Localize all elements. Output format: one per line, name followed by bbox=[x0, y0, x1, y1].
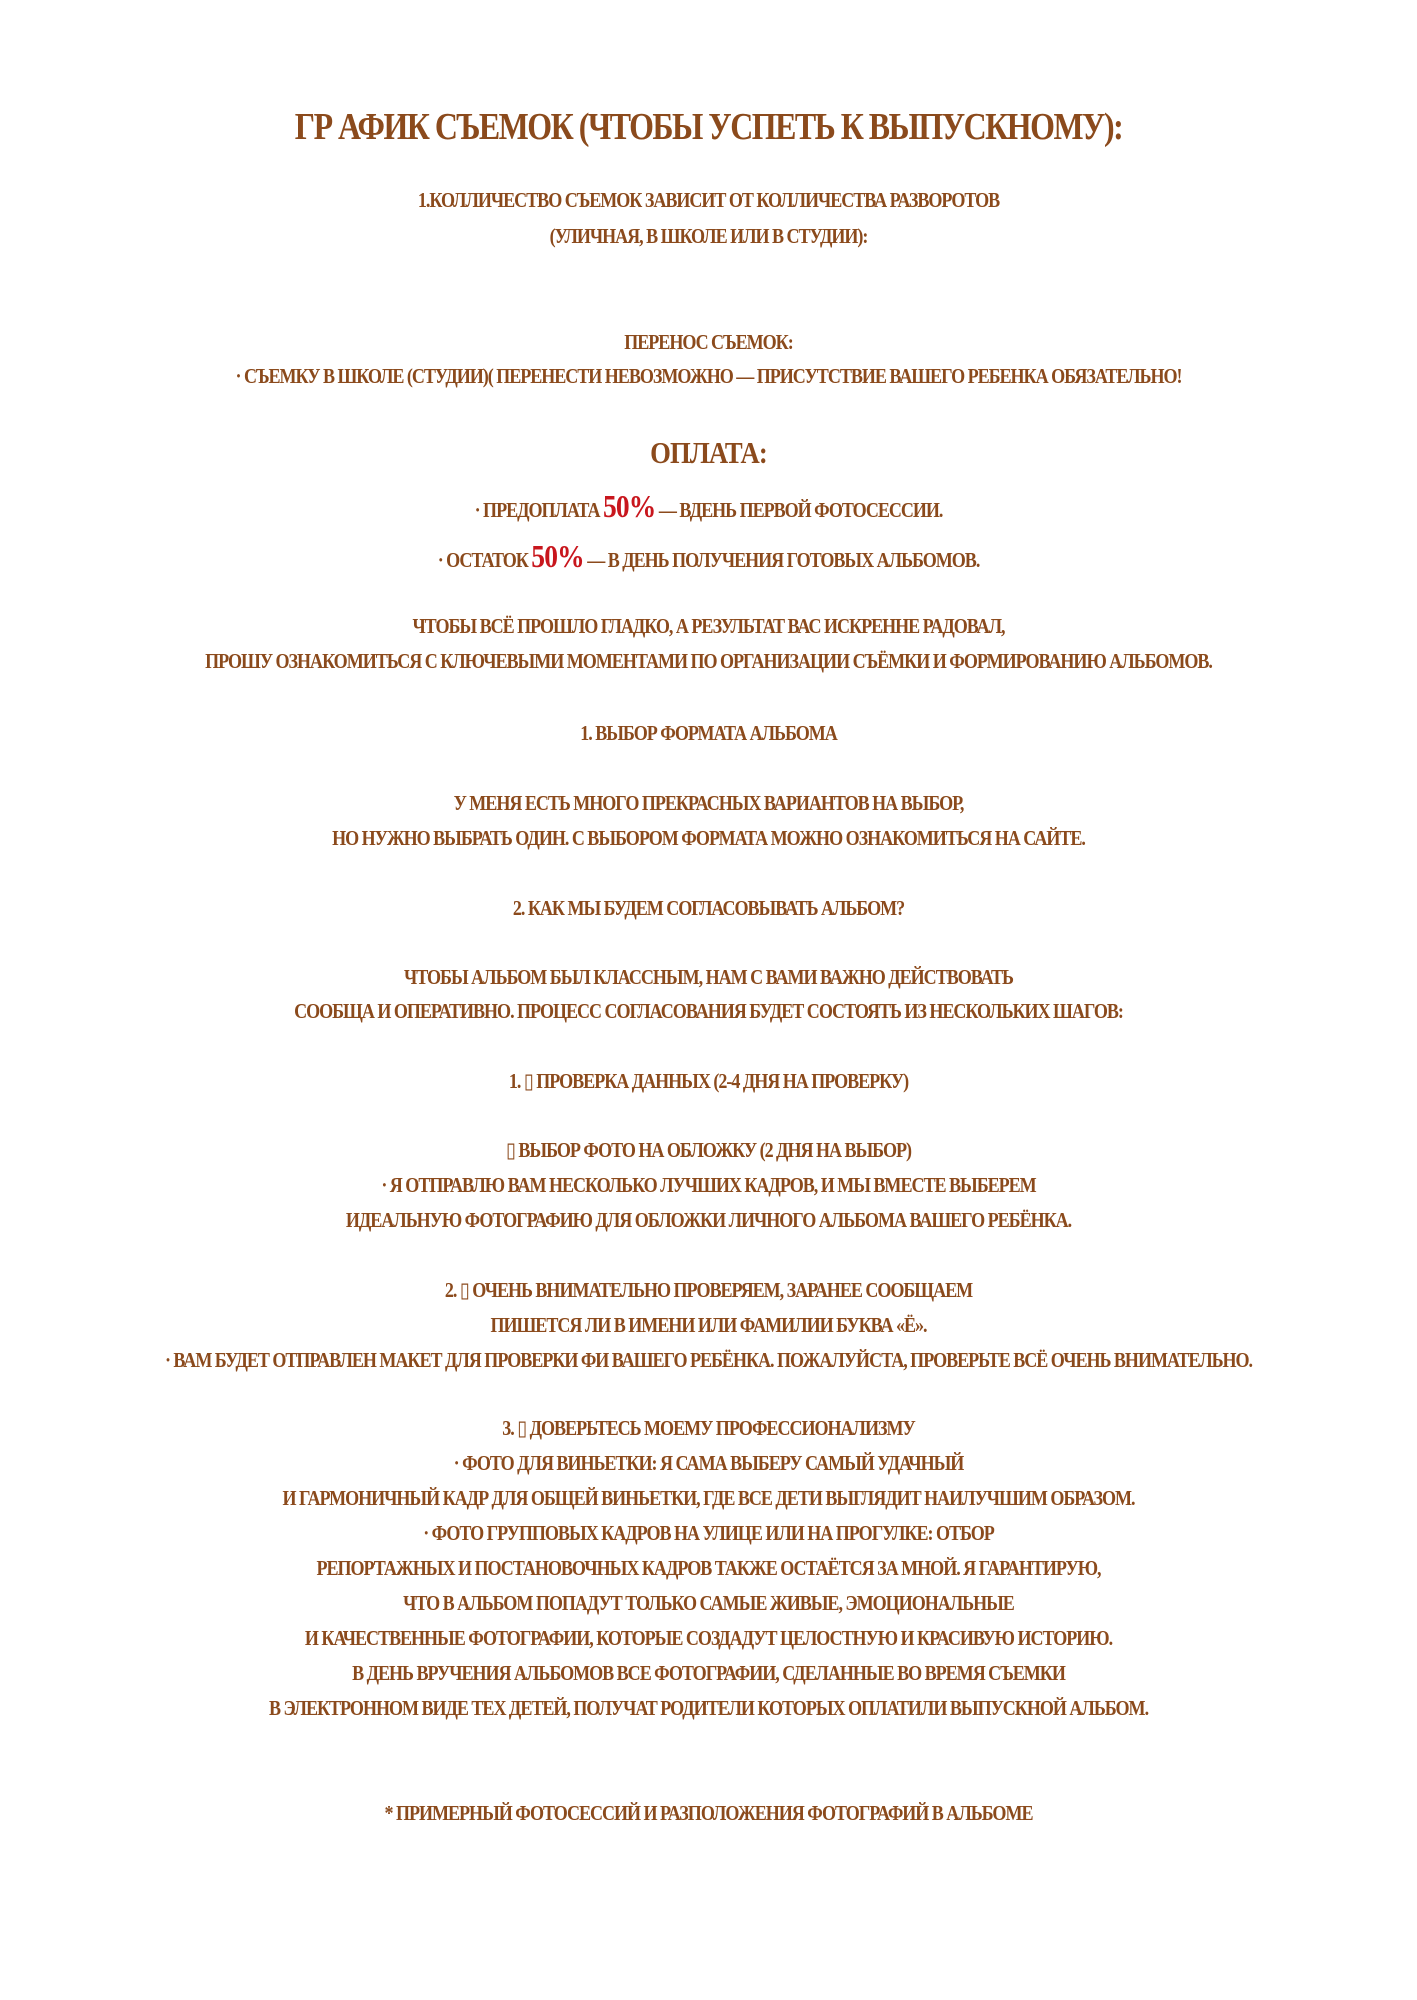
step2-line-3: · ВАМ БУДЕТ ОТПРАВЛЕН МАКЕТ ДЛЯ ПРОВЕРКИ ФИ ВАШЕГО РЕБЁНКА. ПОЖАЛУЙСТА, ПРОВЕРЬТЕ ВСЁ ОЧЕНЬ ВНИМАТЕЛЬНО. bbox=[164, 1348, 1253, 1372]
footnote: * ПРИМЕРНЫЙ ФОТОСЕССИЙ И РАЗПОЛОЖЕНИЯ ФОТОГРАФИЙ В АЛЬБОМЕ bbox=[384, 1801, 1033, 1825]
prepay-label: · ПРЕДОПЛАТА bbox=[474, 498, 603, 522]
approval-line-1: ЧТОБЫ АЛЬБОМ БЫЛ КЛАССНЫМ, НАМ С ВАМИ ВАЖНО ДЕЙСТВОВАТЬ bbox=[404, 965, 1013, 989]
format-line-1: У МЕНЯ ЕСТЬ МНОГО ПРЕКРАСНЫХ ВАРИАНТОВ НА ВЫБОР, bbox=[453, 791, 964, 815]
step3-line-4: · ФОТО ГРУППОВЫХ КАДРОВ НА УЛИЦЕ ИЛИ НА ПРОГУЛКЕ: ОТБОР bbox=[423, 1521, 994, 1545]
shoots-count-line-1: 1.КОЛЛИЧЕСТВО СЪЕМОК ЗАВИСИТ ОТ КОЛЛИЧЕСТВА РАЗВОРОТОВ bbox=[417, 188, 1000, 212]
cover-line-1: · Я ОТПРАВЛЮ ВАМ НЕСКОЛЬКО ЛУЧШИХ КАДРОВ, И МЫ ВМЕСТЕ ВЫБЕРЕМ bbox=[381, 1173, 1036, 1197]
payment-heading: ОПЛАТА: bbox=[650, 435, 767, 470]
rest-label: · ОСТАТОК bbox=[437, 548, 532, 572]
step3-line-2: · ФОТО ДЛЯ ВИНЬЕТКИ: Я САМА ВЫБЕРУ САМЫЙ УДАЧНЫЙ bbox=[453, 1451, 964, 1475]
payment-rest-line bbox=[99, 540, 1318, 572]
step3-line-3: И ГАРМОНИЧНЫЙ КАДР ДЛЯ ОБЩЕЙ ВИНЬЕТКИ, ГДЕ ВСЕ ДЕТИ ВЫГЛЯДИТ НАИЛУЧШИМ ОБРАЗОМ. bbox=[282, 1486, 1135, 1510]
step3-line-7: И КАЧЕСТВЕННЫЕ ФОТОГРАФИИ, КОТОРЫЕ СОЗДАДУТ ЦЕЛОСТНУЮ И КРАСИВУЮ ИСТОРИЮ. bbox=[304, 1626, 1113, 1650]
intro-line-2: ПРОШУ ОЗНАКОМИТЬСЯ С КЛЮЧЕВЫМИ МОМЕНТАМИ ПО ОРГАНИЗАЦИИ СЪЁМКИ И ФОРМИРОВАНИЮ АЛЬБОМОВ. bbox=[205, 649, 1212, 673]
approval-heading: 2. КАК МЫ БУДЕМ СОГЛАСОВЫВАТЬ АЛЬБОМ? bbox=[512, 896, 905, 920]
page-title: ГР АФИК СЪЕМОК (ЧТОБЫ УСПЕТЬ К ВЫПУСКНОМУ): bbox=[294, 106, 1123, 148]
shoots-count-line-2: (УЛИЧНАЯ, В ШКОЛЕ ИЛИ В СТУДИИ): bbox=[549, 224, 868, 248]
format-line-2: НО НУЖНО ВЫБРАТЬ ОДИН. С ВЫБОРОМ ФОРМАТА МОЖНО ОЗНАКОМИТЬСЯ НА САЙТЕ. bbox=[332, 826, 1085, 850]
step1-heading: 1. ▯ ПРОВЕРКА ДАННЫХ (2-4 ДНЯ НА ПРОВЕРКУ) bbox=[508, 1069, 909, 1093]
payment-prepay-line bbox=[99, 490, 1318, 522]
format-heading: 1. ВЫБОР ФОРМАТА АЛЬБОМА bbox=[580, 721, 837, 745]
step3-line-6: ЧТО В АЛЬБОМ ПОПАДУТ ТОЛЬКО САМЫЕ ЖИВЫЕ, ЭМОЦИОНАЛЬНЫЕ bbox=[403, 1591, 1014, 1615]
prepay-when: — ВДЕНЬ ПЕРВОЙ ФОТОСЕССИИ. bbox=[655, 498, 943, 522]
step2-line-2: ПИШЕТСЯ ЛИ В ИМЕНИ ИЛИ ФАМИЛИИ БУКВА «Ё». bbox=[490, 1313, 927, 1337]
reschedule-line: · СЪЕМКУ В ШКОЛЕ (СТУДИИ)( ПЕРЕНЕСТИ НЕВОЗМОЖНО — ПРИСУТСТВИЕ ВАШЕГО РЕБЕНКА ОБЯЗАТЕЛЬНО! bbox=[235, 364, 1182, 388]
approval-line-2: СООБЩА И ОПЕРАТИВНО. ПРОЦЕСС СОГЛАСОВАНИЯ БУДЕТ СОСТОЯТЬ ИЗ НЕСКОЛЬКИХ ШАГОВ: bbox=[294, 999, 1123, 1023]
cover-line-2: ИДЕАЛЬНУЮ ФОТОГРАФИЮ ДЛЯ ОБЛОЖКИ ЛИЧНОГО АЛЬБОМА ВАШЕГО РЕБЁНКА. bbox=[345, 1208, 1072, 1232]
step3-line-5: РЕПОРТАЖНЫХ И ПОСТАНОВОЧНЫХ КАДРОВ ТАКЖЕ ОСТАЁТСЯ ЗА МНОЙ. Я ГАРАНТИРУЮ, bbox=[316, 1556, 1101, 1580]
step3-line-8: В ДЕНЬ ВРУЧЕНИЯ АЛЬБОМОВ ВСЕ ФОТОГРАФИИ, СДЕЛАННЫЕ ВО ВРЕМЯ СЪЕМКИ bbox=[352, 1661, 1065, 1685]
step3-line-1: 3. ▯ ДОВЕРЬТЕСЬ МОЕМУ ПРОФЕССИОНАЛИЗМУ bbox=[502, 1416, 915, 1440]
intro-line-1: ЧТОБЫ ВСЁ ПРОШЛО ГЛАДКО, А РЕЗУЛЬТАТ ВАС ИСКРЕННЕ РАДОВАЛ, bbox=[412, 614, 1005, 638]
rest-when: — В ДЕНЬ ПОЛУЧЕНИЯ ГОТОВЫХ АЛЬБОМОВ. bbox=[583, 548, 980, 572]
step2-line-1: 2. ▯ ОЧЕНЬ ВНИМАТЕЛЬНО ПРОВЕРЯЕМ, ЗАРАНЕЕ СООБЩАЕМ bbox=[444, 1278, 973, 1302]
step3-line-9: В ЭЛЕКТРОННОМ ВИДЕ ТЕХ ДЕТЕЙ, ПОЛУЧАТ РОДИТЕЛИ КОТОРЫХ ОПЛАТИЛИ ВЫПУСКНОЙ АЛЬБОМ. bbox=[268, 1696, 1149, 1720]
cover-heading: ▯ ВЫБОР ФОТО НА ОБЛОЖКУ (2 ДНЯ НА ВЫБОР) bbox=[506, 1138, 911, 1162]
prepay-percent: 50% bbox=[602, 488, 656, 524]
reschedule-heading: ПЕРЕНОС СЪЕМОК: bbox=[624, 330, 793, 354]
rest-percent: 50% bbox=[531, 538, 584, 574]
